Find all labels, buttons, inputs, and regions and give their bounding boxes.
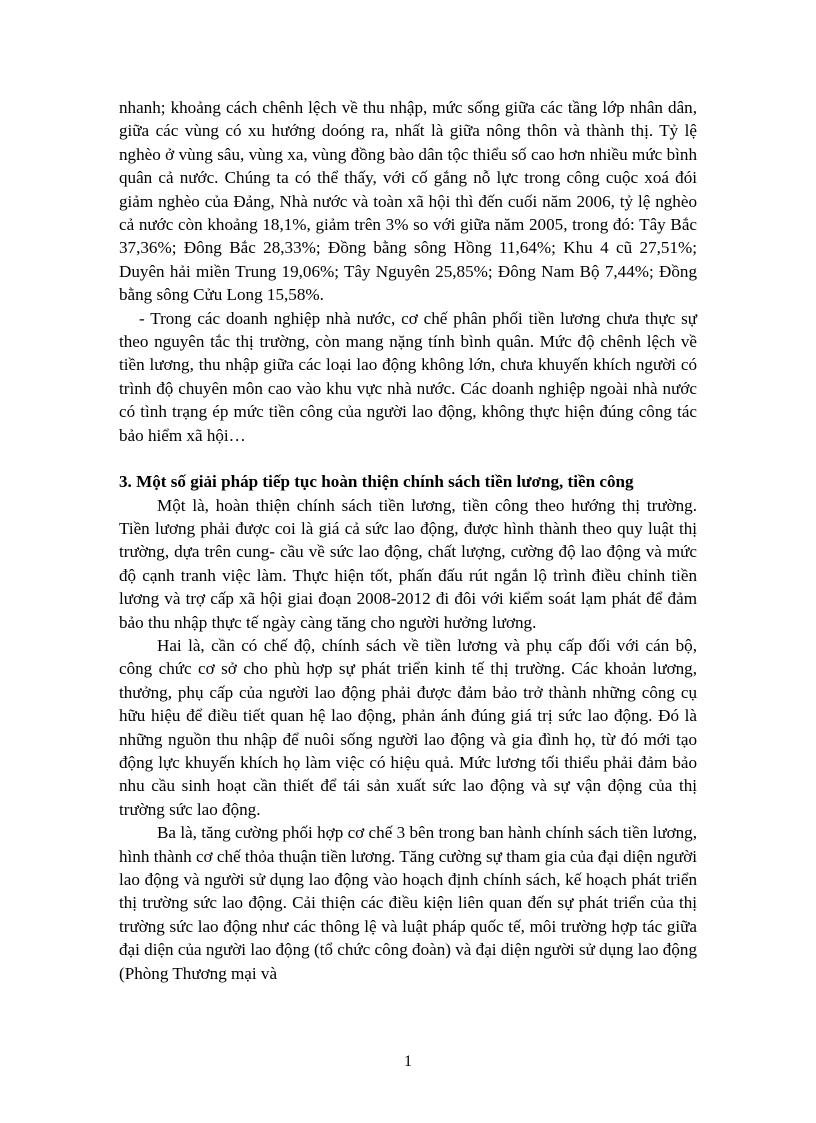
body-paragraph: Một là, hoàn thiện chính sách tiền lương, tiền công theo hướng thị trường. Tiền lương phải được coi là giá cả sức lao động, được hình thành theo quy luật thị trường, dựa trên cung- cầu về sức lao động, chất lượng, cường độ lao động và mức độ cạnh tranh việc làm. Thực hiện tốt, phấn đấu rút ngắn lộ trình điều chỉnh tiền lương và trợ cấp xã hội giai đoạn 2008-2012 đi đôi với kiểm soát lạm phát để đảm bảo thu nhập thực tế ngày càng tăng cho người hưởng lương.	[119, 495, 697, 632]
section-heading: 3. Một số giải pháp tiếp tục hoàn thiện chính sách tiền lương, tiền công	[119, 472, 634, 492]
body-paragraph: Hai là, cần có chế độ, chính sách về tiền lương và phụ cấp đối với cán bộ, công chức cơ sở cho phù hợp sự phát triển kinh tế thị trường. Các khoản lương, thưởng, phụ cấp của người lao động phải được đảm bảo trở thành những công cụ hữu hiệu để điều tiết quan hệ lao động, phản ánh đúng giá trị sức lao động. Đó là những nguồn thu nhập để nuôi sống người lao động và gia đình họ, từ đó mới tạo động lực khuyến khích họ làm việc có hiệu quả. Mức lương tối thiểu phải đảm bảo nhu cầu sinh hoạt cần thiết để tái sản xuất sức lao động và sự vận động của thị trường sức lao động.	[119, 635, 697, 819]
body-paragraph: Ba là, tăng cường phối hợp cơ chế 3 bên trong ban hành chính sách tiền lương, hình thành cơ chế thỏa thuận tiền lương. Tăng cường sự tham gia của đại diện người lao động và người sử dụng lao động vào hoạch định chính sách, kế hoạch phát triển thị trường sức lao động. Cải thiện các điều kiện liên quan đến sự phát triển của thị trường sức lao động như các thông lệ và luật pháp quốc tế, môi trường hợp tác giữa đại diện của người lao động (tổ chức công đoàn) và đại diện người sử dụng lao động (Phòng Thương mại và	[119, 823, 697, 983]
document-page	[119, 96, 697, 985]
body-paragraph: nhanh; khoảng cách chênh lệch về thu nhập, mức sống giữa các tầng lớp nhân dân, giữa các vùng có xu hướng doóng ra, nhất là giữa nông thôn và thành thị. Tỷ lệ nghèo ở vùng sâu, vùng xa, vùng đồng bào dân tộc thiểu số cao hơn nhiều mức bình quân cả nước. Chúng ta có thể thấy, với cố gắng nỗ lực trong công cuộc xoá đói giảm nghèo của Đảng, Nhà nước và toàn xã hội thì đến cuối năm 2006, tỷ lệ nghèo cả nước còn khoảng 18,1%, giảm trên 3% so với giữa năm 2005, trong đó: Tây Bắc 37,36%; Đông Bắc 28,33%; Đồng bằng sông Hồng 11,64%; Khu 4 cũ 27,51%; Duyên hải miền Trung 19,06%; Tây Nguyên 25,85%; Đông Nam Bộ 7,44%; Đồng bằng sông Cửu Long 15,58%.	[119, 98, 697, 305]
body-paragraph: - Trong các doanh nghiệp nhà nước, cơ chế phân phối tiền lương chưa thực sự theo nguyên tắc thị trường, còn mang nặng tính bình quân. Mức độ chênh lệch về tiền lương, thu nhập giữa các loại lao động không lớn, chưa khuyến khích người có trình độ chuyên môn cao vào khu vực nhà nước. Các doanh nghiệp ngoài nhà nước có tình trạng ép mức tiền công của người lao động, không thực hiện đúng công tác bảo hiểm xã hội…	[119, 308, 697, 445]
page-number: 1	[404, 1053, 412, 1070]
section-spacer	[119, 447, 697, 470]
